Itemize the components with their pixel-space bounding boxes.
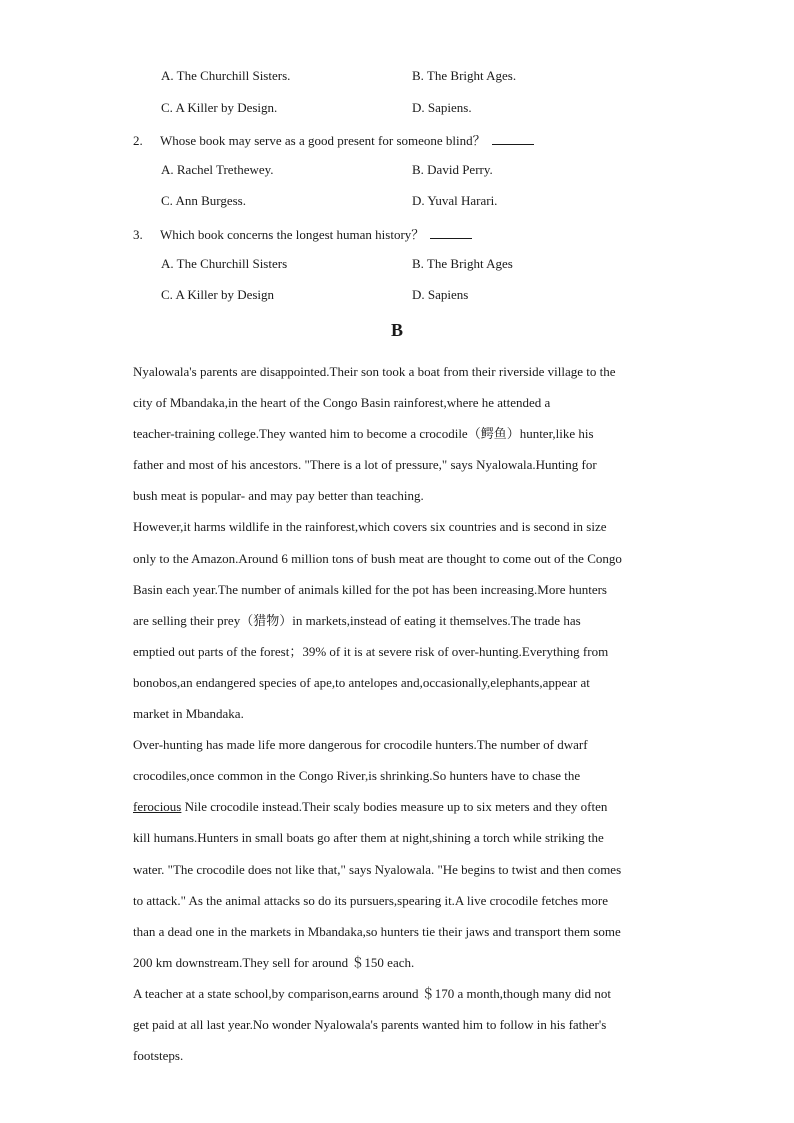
q1-option-row-1 — [0, 68, 794, 88]
question-2-text: Whose book may serve as a good present for someone blind？ — [160, 133, 486, 148]
passage-line: emptied out parts of the forest；39% of it is at severe risk of over-hunting.Everything from — [133, 643, 609, 659]
passage-line: Basin each year.The number of animals killed for the pot has been increasing.More hunters — [133, 581, 607, 597]
question-3-text: Which book concerns the longest human history？ — [160, 227, 425, 242]
passage-line-underlined-word — [133, 791, 673, 822]
q3-option-row-1 — [0, 256, 794, 276]
q2-option-a[interactable]: A. Rachel Trethewey. — [161, 162, 274, 177]
passage-line: city of Mbandaka,in the heart of the Congo Basin rainforest,where he attended a — [133, 395, 551, 411]
q2-option-row-1 — [0, 162, 794, 182]
passage-line: get paid at all last year.No wonder Nyalowala's parents wanted him to follow in his father's — [133, 1016, 607, 1032]
q2-option-c[interactable]: C. Ann Burgess. — [161, 193, 246, 208]
q3-option-a[interactable]: A. The Churchill Sisters — [161, 256, 288, 271]
question-2 — [133, 130, 534, 149]
q3-option-d[interactable]: D. Sapiens — [412, 287, 469, 302]
section-heading: B — [390, 320, 403, 340]
passage-line: only to the Amazon.Around 6 million tons of bush meat are thought to come out of the Congo — [133, 550, 622, 566]
passage-line: A teacher at a state school,by comparison,earns around ＄170 a month,though many did not — [133, 985, 611, 1001]
q1-option-c[interactable]: C. A Killer by Design. — [161, 100, 278, 115]
question-3 — [133, 224, 472, 243]
q3-option-row-2 — [0, 287, 794, 307]
passage-line: market in Mbandaka. — [133, 706, 244, 722]
passage-line: than a dead one in the markets in Mbandaka,so hunters tie their jaws and transport them some — [133, 923, 621, 939]
passage-line: kill humans.Hunters in small boats go after them at night,shining a torch while striking the — [133, 830, 604, 846]
question-3-answer-blank[interactable] — [430, 226, 472, 239]
q1-option-a[interactable]: A. The Churchill Sisters. — [161, 68, 291, 83]
question-2-number: 2. — [133, 133, 143, 148]
underlined-word[interactable]: ferocious — [133, 799, 182, 815]
q1-option-d[interactable]: D. Sapiens. — [412, 100, 472, 115]
q1-option-b[interactable]: B. The Bright Ages. — [412, 68, 517, 83]
q1-option-row-2 — [0, 100, 794, 120]
passage-line: 200 km downstream.They sell for around ＄150 each. — [133, 954, 415, 970]
q2-option-d[interactable]: D. Yuval Harari. — [412, 193, 498, 208]
q3-option-b[interactable]: B. The Bright Ages — [412, 256, 513, 271]
passage-line-rest: Nile crocodile instead.Their scaly bodies measure up to six meters and they often — [181, 799, 608, 815]
passage-line: footsteps. — [133, 1048, 184, 1064]
q2-option-row-2 — [0, 193, 794, 213]
passage-line: father and most of his ancestors. "There is a lot of pressure," says Nyalowala.Hunting for — [133, 457, 597, 473]
passage-line: water. "The crocodile does not like that," says Nyalowala. "He begins to twist and then comes — [133, 861, 622, 877]
passage-line: crocodiles,once common in the Congo River,is shrinking.So hunters have to chase the — [133, 768, 581, 784]
passage-line: are selling their prey（猎物）in markets,instead of eating it themselves.The trade has — [133, 612, 581, 628]
passage-line: bonobos,an endangered species of ape,to antelopes and,occasionally,elephants,appear at — [133, 674, 590, 690]
passage-line: to attack." As the animal attacks so do its pursuers,spearing it.A live crocodile fetches more — [133, 892, 608, 908]
question-2-answer-blank[interactable] — [492, 132, 534, 145]
q3-option-c[interactable]: C. A Killer by Design — [161, 287, 275, 302]
question-3-number: 3. — [133, 227, 143, 242]
passage-line: teacher-training college.They wanted him to become a crocodile（鳄鱼）hunter,like his — [133, 426, 594, 442]
passage-line: bush meat is popular- and may pay better than teaching. — [133, 488, 424, 504]
passage-line: Nyalowala's parents are disappointed.Their son took a boat from their riverside village to the — [133, 364, 616, 379]
passage-line: Over-hunting has made life more dangerous for crocodile hunters.The number of dwarf — [133, 737, 588, 753]
passage-line: However,it harms wildlife in the rainforest,which covers six countries and is second in size — [133, 519, 607, 535]
reading-passage — [133, 356, 673, 1071]
q2-option-b[interactable]: B. David Perry. — [412, 162, 493, 177]
